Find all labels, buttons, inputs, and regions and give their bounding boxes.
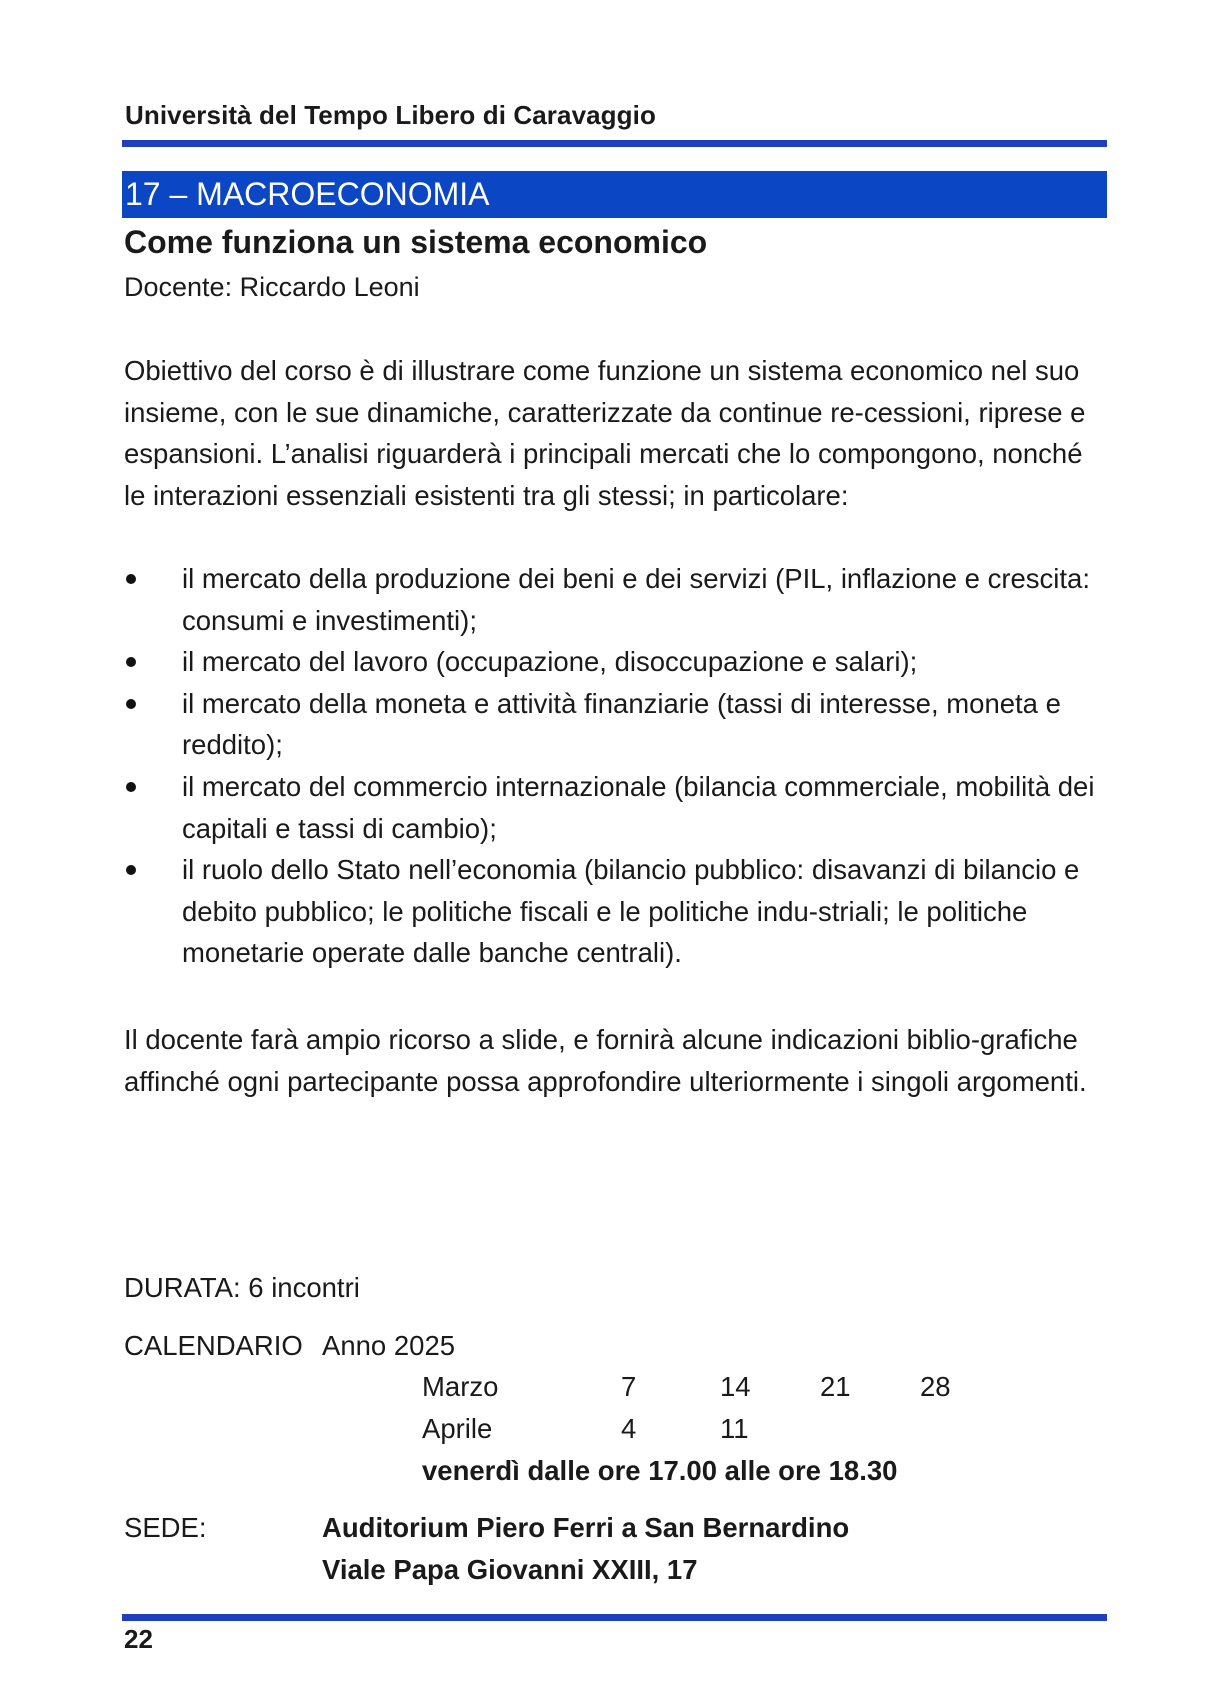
course-subtitle: Come funziona un sistema economico bbox=[124, 224, 708, 260]
list-item-text: il mercato del lavoro (occupazione, disoccupazione e salari); bbox=[182, 646, 918, 678]
bullet-icon bbox=[126, 699, 136, 709]
footer-rule bbox=[122, 1614, 1107, 1621]
calendar-day: 7 bbox=[621, 1371, 637, 1402]
bullet-icon bbox=[126, 657, 136, 667]
list-item bbox=[124, 683, 1099, 766]
list-item bbox=[124, 766, 1099, 849]
topics-list bbox=[124, 558, 1099, 974]
list-item-text: il mercato della produzione dei beni e dei servizi (PIL, inflazione e crescita: consumi e investimenti); bbox=[182, 563, 1090, 636]
closing-paragraph: Il docente farà ampio ricorso a slide, e fornirà alcune indicazioni biblio-grafiche affinché ogni partecipante possa approfondire ulteriormente i singoli argomenti. bbox=[124, 1024, 1087, 1097]
page-number: 22 bbox=[124, 1624, 153, 1654]
header-title: Università del Tempo Libero di Caravaggio bbox=[125, 100, 656, 130]
course-heading: 17 – MACROECONOMIA bbox=[122, 171, 1107, 218]
calendar-month-aprile: Aprile bbox=[422, 1413, 493, 1444]
venue-label: SEDE: bbox=[124, 1512, 207, 1543]
duration: DURATA: 6 incontri bbox=[124, 1272, 360, 1303]
calendar-day: 11 bbox=[720, 1413, 749, 1444]
list-item bbox=[124, 641, 1099, 683]
calendar-schedule: venerdì dalle ore 17.00 alle ore 18.30 bbox=[422, 1455, 898, 1486]
header-rule bbox=[122, 140, 1107, 147]
list-item-text: il mercato della moneta e attività finanziarie (tassi di interesse, moneta e reddito); bbox=[182, 687, 1061, 761]
list-item bbox=[124, 849, 1099, 974]
course-teacher: Docente: Riccardo Leoni bbox=[124, 272, 420, 302]
calendar-month-marzo: Marzo bbox=[422, 1371, 499, 1402]
bullet-icon bbox=[126, 574, 136, 584]
calendar-year: Anno 2025 bbox=[322, 1330, 456, 1361]
calendar-label: CALENDARIO bbox=[124, 1330, 303, 1361]
bullet-icon bbox=[126, 865, 136, 875]
list-item-text: il ruolo dello Stato nell’economia (bilancio pubblico: disavanzi di bilancio e debito pubblico; le politiche fiscali e le politiche indu-striali; le politiche monetarie operate dalle banche centrali). bbox=[182, 854, 1080, 969]
calendar-day: 21 bbox=[820, 1371, 851, 1402]
venue-address: Viale Papa Giovanni XXIII, 17 bbox=[322, 1554, 698, 1585]
list-item-text: il mercato del commercio internazionale (bilancia commerciale, mobilità dei capitali e tassi di cambio); bbox=[182, 770, 1095, 844]
calendar-day: 4 bbox=[621, 1413, 637, 1444]
bullet-icon bbox=[126, 782, 136, 792]
venue-name: Auditorium Piero Ferri a San Bernardino bbox=[322, 1512, 850, 1543]
list-item bbox=[124, 558, 1099, 641]
intro-paragraph: Obiettivo del corso è di illustrare come funzione un sistema economico nel suo insieme, con le sue dinamiche, caratterizzate da continue re-cessioni, riprese e espansioni. L’analisi riguarderà i principali mercati che lo compongono, nonché le interazioni essenziali esistenti tra gli stessi; in particolare: bbox=[124, 355, 1086, 511]
calendar-day: 14 bbox=[720, 1371, 751, 1402]
calendar-day: 28 bbox=[920, 1371, 951, 1402]
